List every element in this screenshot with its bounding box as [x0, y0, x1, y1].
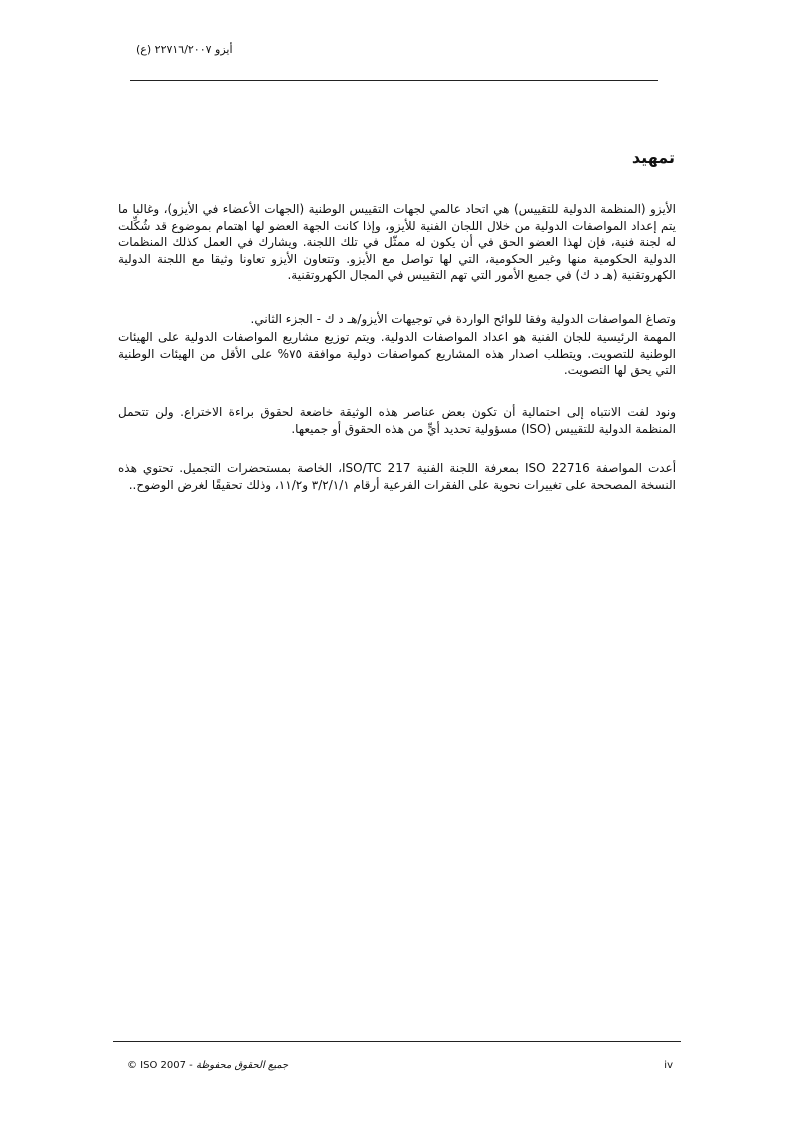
copyright-notice	[127, 1060, 288, 1071]
page-header	[130, 40, 658, 81]
page-footer	[113, 1041, 681, 1082]
standard-reference: أيزو ٢٢٧١٦/٢٠٠٧ (ع)	[136, 43, 233, 56]
paragraph-committee-task: المهمة الرئيسية للجان الفنية هو اعداد المواصفات الدولية. ويتم توزيع مشاريع المواصفات الدولية على الهيئات الوطنية للتصويت. ويتطلب اصدار هذه المشاريع كمواصفات دولية موافقة ٧٥% على الأقل من الهيئات الوطنية التي يحق لها التصويت.	[118, 330, 676, 377]
copyright-text: © ISO 2007 -	[127, 1060, 196, 1071]
paragraph-drafting-rules: وتصاغ المواصفات الدولية وفقا للوائح الواردة في توجيهات الأيزو/هـ د ك - الجزء الثاني.	[250, 312, 676, 326]
paragraph-patent-notice: ونود لفت الانتباه إلى احتمالية أن تكون بعض عناصر هذه الوثيقة خاضعة لحقوق براءة الاختراع. ولن تتحمل المنظمة الدولية للتقييس (ISO) مسؤولية تحديد أيٍّ من هذه الحقوق أو جميعها.	[118, 405, 676, 436]
all-rights-reserved: جميع الحقوق محفوظة	[195, 1060, 289, 1071]
paragraph-preparation: أعدت المواصفة ISO 22716 بمعرفة اللجنة الفنية ISO/TC 217، الخاصة بمستحضرات التجميل. تحتوي هذه النسخة المصححة على تغييرات نحوية على الفقرات الفرعية أرقام ٣/٢/١/١ و١١/٢، وذلك تحقيقًا لغرض الوضوح..	[118, 461, 677, 492]
page-title: تمهيد	[631, 148, 675, 167]
page-number: iv	[664, 1060, 673, 1071]
paragraph-iso-intro: الأيزو (المنظمة الدولية للتقييس) هي اتحاد عالمي لجهات التقييس الوطنية (الجهات الأعضاء في الأيزو)، وغالبا ما يتم إعداد المواصفات الدولية من خلال اللجان الفنية للأيزو، وإذا كانت الجهة العضو لها اهتمام بموضوع قد شُكِّلت له لجنة فنية، فإن لهذا العضو الحق في أن يكون له ممثّل في تلك اللجنة. ويشارك في العمل كذلك المنظمات الدولية الحكومية منها وغير الحكومية، التي لها تواصل مع الأيزو. وتتعاون الأيزو تعاونا وثيقا مع اللجنة الدولية الكهروتقنية (هـ د ك) في جميع الأمور التي تهم التقييس في المجال الكهروتقنية.	[118, 202, 676, 282]
